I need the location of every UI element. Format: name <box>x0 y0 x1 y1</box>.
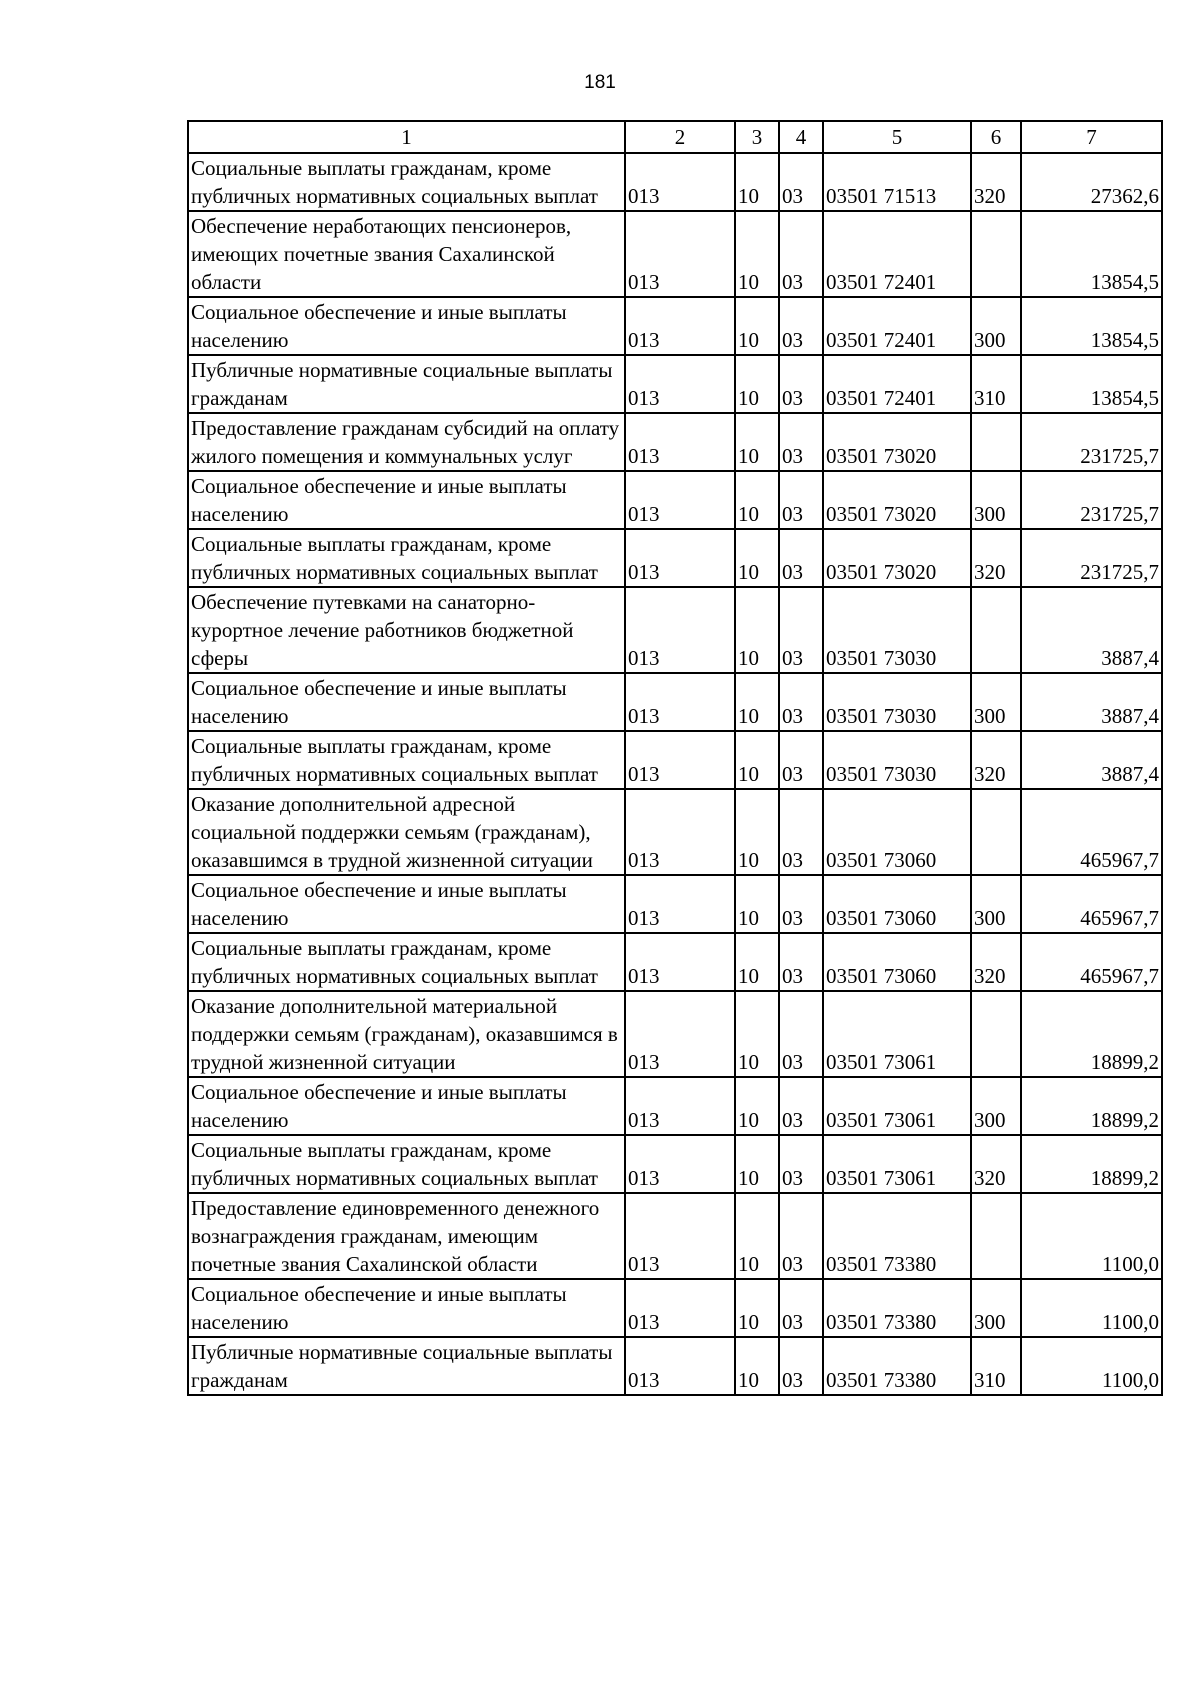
column-header-1: 1 <box>188 121 625 153</box>
ministry-code: 013 <box>625 529 735 587</box>
section-code: 10 <box>735 991 779 1077</box>
expense-type-code: 300 <box>971 297 1021 355</box>
target-article-code: 03501 72401 <box>823 297 971 355</box>
row-description: Социальные выплаты гражданам, кроме публичных нормативных социальных выплат <box>188 529 625 587</box>
table-row <box>188 529 1162 587</box>
expense-type-code: 300 <box>971 1077 1021 1135</box>
amount-value: 18899,2 <box>1021 991 1162 1077</box>
expense-type-code: 320 <box>971 933 1021 991</box>
amount-value: 1100,0 <box>1021 1279 1162 1337</box>
ministry-code: 013 <box>625 355 735 413</box>
table-row <box>188 1077 1162 1135</box>
section-code: 10 <box>735 875 779 933</box>
target-article-code: 03501 72401 <box>823 355 971 413</box>
column-header-6: 6 <box>971 121 1021 153</box>
amount-value: 1100,0 <box>1021 1337 1162 1395</box>
expense-type-code <box>971 789 1021 875</box>
section-code: 10 <box>735 1279 779 1337</box>
ministry-code: 013 <box>625 673 735 731</box>
section-code: 10 <box>735 1337 779 1395</box>
section-code: 10 <box>735 789 779 875</box>
section-code: 10 <box>735 153 779 211</box>
expense-type-code <box>971 413 1021 471</box>
amount-value: 465967,7 <box>1021 933 1162 991</box>
subsection-code: 03 <box>779 529 823 587</box>
table-row <box>188 789 1162 875</box>
row-description: Социальные выплаты гражданам, кроме публичных нормативных социальных выплат <box>188 153 625 211</box>
target-article-code: 03501 73380 <box>823 1193 971 1279</box>
row-description: Социальное обеспечение и иные выплаты населению <box>188 1077 625 1135</box>
row-description: Социальное обеспечение и иные выплаты населению <box>188 297 625 355</box>
expense-type-code: 310 <box>971 355 1021 413</box>
amount-value: 465967,7 <box>1021 789 1162 875</box>
budget-table <box>187 120 1163 1396</box>
expense-type-code <box>971 1193 1021 1279</box>
subsection-code: 03 <box>779 587 823 673</box>
section-code: 10 <box>735 413 779 471</box>
table-row <box>188 933 1162 991</box>
row-description: Социальные выплаты гражданам, кроме публичных нормативных социальных выплат <box>188 1135 625 1193</box>
ministry-code: 013 <box>625 1279 735 1337</box>
ministry-code: 013 <box>625 991 735 1077</box>
ministry-code: 013 <box>625 731 735 789</box>
table-row <box>188 875 1162 933</box>
expense-type-code: 320 <box>971 529 1021 587</box>
row-description: Предоставление единовременного денежного вознаграждения гражданам, имеющим почетные звания Сахалинской области <box>188 1193 625 1279</box>
subsection-code: 03 <box>779 731 823 789</box>
expense-type-code: 320 <box>971 731 1021 789</box>
column-header-5: 5 <box>823 121 971 153</box>
section-code: 10 <box>735 587 779 673</box>
target-article-code: 03501 72401 <box>823 211 971 297</box>
table-row <box>188 355 1162 413</box>
table-row <box>188 153 1162 211</box>
expense-type-code: 300 <box>971 673 1021 731</box>
amount-value: 231725,7 <box>1021 471 1162 529</box>
row-description: Социальные выплаты гражданам, кроме публичных нормативных социальных выплат <box>188 731 625 789</box>
table-row <box>188 471 1162 529</box>
expense-type-code <box>971 991 1021 1077</box>
subsection-code: 03 <box>779 471 823 529</box>
table-body <box>188 153 1162 1395</box>
row-description: Социальное обеспечение и иные выплаты населению <box>188 1279 625 1337</box>
section-code: 10 <box>735 297 779 355</box>
table-row <box>188 587 1162 673</box>
ministry-code: 013 <box>625 1077 735 1135</box>
ministry-code: 013 <box>625 153 735 211</box>
row-description: Оказание дополнительной материальной поддержки семьям (гражданам), оказавшимся в трудной жизненной ситуации <box>188 991 625 1077</box>
amount-value: 18899,2 <box>1021 1135 1162 1193</box>
amount-value: 13854,5 <box>1021 211 1162 297</box>
target-article-code: 03501 73030 <box>823 673 971 731</box>
target-article-code: 03501 73060 <box>823 933 971 991</box>
amount-value: 27362,6 <box>1021 153 1162 211</box>
subsection-code: 03 <box>779 991 823 1077</box>
subsection-code: 03 <box>779 297 823 355</box>
target-article-code: 03501 73380 <box>823 1279 971 1337</box>
subsection-code: 03 <box>779 1193 823 1279</box>
subsection-code: 03 <box>779 1279 823 1337</box>
target-article-code: 03501 73060 <box>823 789 971 875</box>
ministry-code: 013 <box>625 297 735 355</box>
expense-type-code: 300 <box>971 875 1021 933</box>
section-code: 10 <box>735 211 779 297</box>
subsection-code: 03 <box>779 933 823 991</box>
subsection-code: 03 <box>779 1337 823 1395</box>
table-row <box>188 1193 1162 1279</box>
header-row <box>188 121 1162 153</box>
target-article-code: 03501 73030 <box>823 731 971 789</box>
amount-value: 13854,5 <box>1021 297 1162 355</box>
subsection-code: 03 <box>779 673 823 731</box>
column-header-7: 7 <box>1021 121 1162 153</box>
table-row <box>188 1279 1162 1337</box>
ministry-code: 013 <box>625 933 735 991</box>
amount-value: 1100,0 <box>1021 1193 1162 1279</box>
table-row <box>188 1135 1162 1193</box>
target-article-code: 03501 73030 <box>823 587 971 673</box>
ministry-code: 013 <box>625 471 735 529</box>
table-row <box>188 673 1162 731</box>
row-description: Обеспечение путевками на санаторно-курортное лечение работников бюджетной сферы <box>188 587 625 673</box>
expense-type-code <box>971 587 1021 673</box>
row-description: Предоставление гражданам субсидий на оплату жилого помещения и коммунальных услуг <box>188 413 625 471</box>
section-code: 10 <box>735 1193 779 1279</box>
expense-type-code: 310 <box>971 1337 1021 1395</box>
amount-value: 231725,7 <box>1021 413 1162 471</box>
subsection-code: 03 <box>779 1135 823 1193</box>
section-code: 10 <box>735 731 779 789</box>
subsection-code: 03 <box>779 211 823 297</box>
target-article-code: 03501 73061 <box>823 991 971 1077</box>
subsection-code: 03 <box>779 413 823 471</box>
target-article-code: 03501 73060 <box>823 875 971 933</box>
target-article-code: 03501 73020 <box>823 529 971 587</box>
table-row <box>188 1337 1162 1395</box>
section-code: 10 <box>735 1135 779 1193</box>
ministry-code: 013 <box>625 1337 735 1395</box>
target-article-code: 03501 73061 <box>823 1135 971 1193</box>
subsection-code: 03 <box>779 789 823 875</box>
target-article-code: 03501 73061 <box>823 1077 971 1135</box>
expense-type-code: 320 <box>971 153 1021 211</box>
column-header-4: 4 <box>779 121 823 153</box>
row-description: Социальное обеспечение и иные выплаты населению <box>188 673 625 731</box>
target-article-code: 03501 71513 <box>823 153 971 211</box>
ministry-code: 013 <box>625 587 735 673</box>
subsection-code: 03 <box>779 153 823 211</box>
section-code: 10 <box>735 673 779 731</box>
ministry-code: 013 <box>625 413 735 471</box>
ministry-code: 013 <box>625 1135 735 1193</box>
row-description: Социальное обеспечение и иные выплаты населению <box>188 471 625 529</box>
row-description: Публичные нормативные социальные выплаты гражданам <box>188 1337 625 1395</box>
table-row <box>188 297 1162 355</box>
row-description: Социальные выплаты гражданам, кроме публичных нормативных социальных выплат <box>188 933 625 991</box>
table-row <box>188 991 1162 1077</box>
amount-value: 231725,7 <box>1021 529 1162 587</box>
ministry-code: 013 <box>625 789 735 875</box>
ministry-code: 013 <box>625 1193 735 1279</box>
section-code: 10 <box>735 529 779 587</box>
row-description: Социальное обеспечение и иные выплаты населению <box>188 875 625 933</box>
amount-value: 3887,4 <box>1021 731 1162 789</box>
table-row <box>188 413 1162 471</box>
amount-value: 3887,4 <box>1021 673 1162 731</box>
row-description: Публичные нормативные социальные выплаты гражданам <box>188 355 625 413</box>
expense-type-code: 320 <box>971 1135 1021 1193</box>
column-header-3: 3 <box>735 121 779 153</box>
section-code: 10 <box>735 355 779 413</box>
amount-value: 3887,4 <box>1021 587 1162 673</box>
expense-type-code: 300 <box>971 1279 1021 1337</box>
row-description: Обеспечение неработающих пенсионеров, имеющих почетные звания Сахалинской области <box>188 211 625 297</box>
subsection-code: 03 <box>779 355 823 413</box>
expense-type-code <box>971 211 1021 297</box>
target-article-code: 03501 73020 <box>823 471 971 529</box>
amount-value: 13854,5 <box>1021 355 1162 413</box>
amount-value: 18899,2 <box>1021 1077 1162 1135</box>
section-code: 10 <box>735 933 779 991</box>
amount-value: 465967,7 <box>1021 875 1162 933</box>
ministry-code: 013 <box>625 211 735 297</box>
expense-type-code: 300 <box>971 471 1021 529</box>
section-code: 10 <box>735 1077 779 1135</box>
subsection-code: 03 <box>779 1077 823 1135</box>
subsection-code: 03 <box>779 875 823 933</box>
row-description: Оказание дополнительной адресной социальной поддержки семьям (гражданам), оказавшимся в трудной жизненной ситуации <box>188 789 625 875</box>
target-article-code: 03501 73020 <box>823 413 971 471</box>
ministry-code: 013 <box>625 875 735 933</box>
column-header-2: 2 <box>625 121 735 153</box>
section-code: 10 <box>735 471 779 529</box>
table-row <box>188 211 1162 297</box>
target-article-code: 03501 73380 <box>823 1337 971 1395</box>
table-row <box>188 731 1162 789</box>
page-number: 181 <box>584 72 616 93</box>
